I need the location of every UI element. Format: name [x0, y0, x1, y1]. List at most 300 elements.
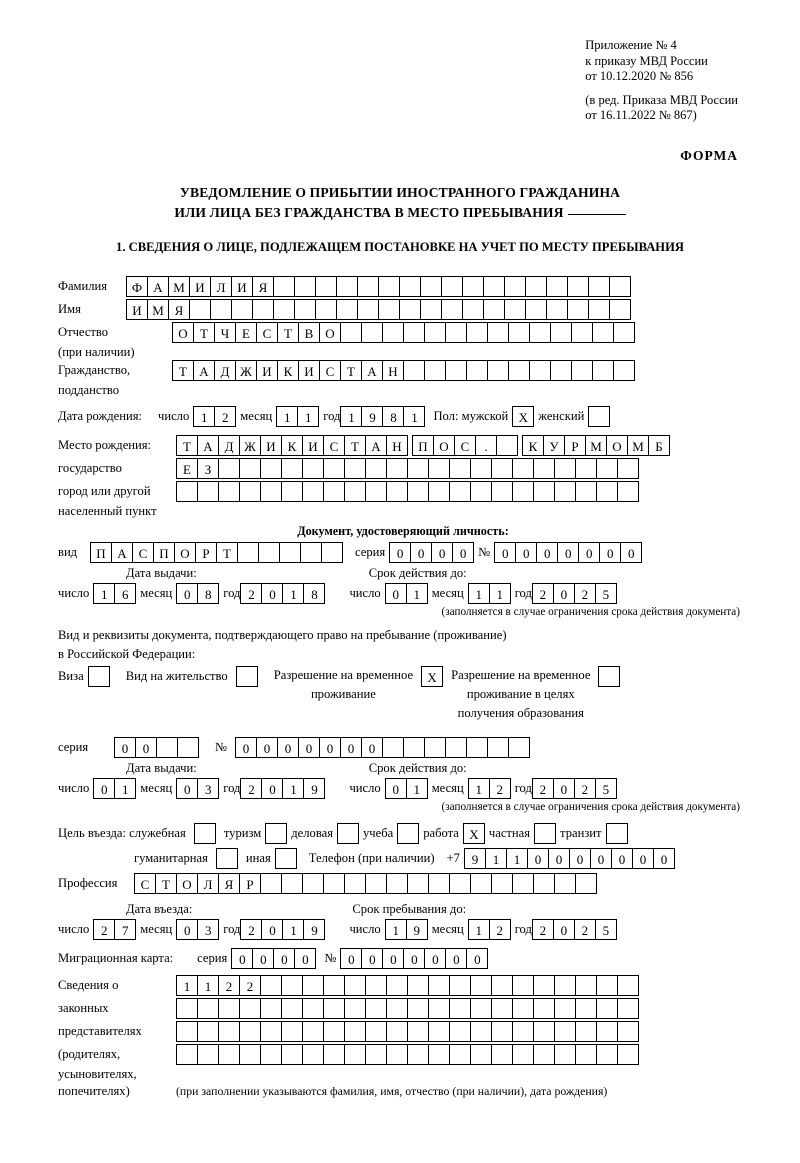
char-cell[interactable]	[218, 481, 240, 502]
char-cell[interactable]: 1	[403, 406, 425, 427]
char-cell[interactable]	[428, 998, 450, 1019]
char-cell[interactable]: 1	[406, 778, 428, 799]
char-cell[interactable]	[177, 737, 199, 758]
char-cell[interactable]	[260, 1021, 282, 1042]
residence-permit-checkbox[interactable]	[236, 666, 258, 687]
char-cell[interactable]: Т	[216, 542, 238, 563]
char-cell[interactable]	[428, 481, 450, 502]
char-cell[interactable]	[441, 299, 463, 320]
char-cell[interactable]: Т	[340, 360, 362, 381]
char-cell[interactable]	[534, 823, 556, 844]
permit-valid-month-input[interactable]	[468, 778, 511, 799]
char-cell[interactable]	[428, 1044, 450, 1065]
char-cell[interactable]	[323, 873, 345, 894]
stay-month-input[interactable]	[468, 919, 511, 940]
char-cell[interactable]	[449, 458, 471, 479]
char-cell[interactable]: 0	[557, 542, 579, 563]
char-cell[interactable]	[533, 873, 555, 894]
char-cell[interactable]: 5	[595, 919, 617, 940]
char-cell[interactable]: Е	[176, 458, 198, 479]
char-cell[interactable]: 1	[468, 778, 490, 799]
char-cell[interactable]	[239, 1044, 261, 1065]
char-cell[interactable]	[445, 360, 467, 381]
char-cell[interactable]: X	[463, 823, 485, 844]
char-cell[interactable]	[407, 975, 429, 996]
char-cell[interactable]	[546, 299, 568, 320]
char-cell[interactable]: 8	[382, 406, 404, 427]
stay-day-input[interactable]	[385, 919, 428, 940]
char-cell[interactable]: 0	[403, 948, 425, 969]
char-cell[interactable]: 5	[595, 583, 617, 604]
char-cell[interactable]: 0	[135, 737, 157, 758]
char-cell[interactable]	[218, 1021, 240, 1042]
purpose-private-checkbox[interactable]	[534, 823, 556, 844]
char-cell[interactable]	[424, 737, 446, 758]
char-cell[interactable]: 8	[197, 583, 219, 604]
permit-number-input[interactable]	[235, 737, 530, 758]
char-cell[interactable]: Л	[197, 873, 219, 894]
char-cell[interactable]	[218, 1044, 240, 1065]
char-cell[interactable]	[588, 276, 610, 297]
char-cell[interactable]	[302, 481, 324, 502]
purpose-tourism-checkbox[interactable]	[265, 823, 287, 844]
char-cell[interactable]	[302, 873, 324, 894]
char-cell[interactable]: С	[323, 435, 345, 456]
char-cell[interactable]: 1	[93, 583, 115, 604]
char-cell[interactable]	[281, 975, 303, 996]
char-cell[interactable]	[281, 1021, 303, 1042]
char-cell[interactable]: О	[319, 322, 341, 343]
char-cell[interactable]	[512, 481, 534, 502]
char-cell[interactable]: М	[585, 435, 607, 456]
char-cell[interactable]	[176, 998, 198, 1019]
char-cell[interactable]: 0	[252, 948, 274, 969]
char-cell[interactable]: 0	[620, 542, 642, 563]
birthplace-country-input[interactable]	[176, 435, 408, 456]
char-cell[interactable]: 0	[653, 848, 675, 869]
char-cell[interactable]	[344, 975, 366, 996]
char-cell[interactable]	[613, 322, 635, 343]
char-cell[interactable]: А	[111, 542, 133, 563]
char-cell[interactable]: 0	[361, 737, 383, 758]
char-cell[interactable]: 3	[197, 778, 219, 799]
char-cell[interactable]	[575, 481, 597, 502]
char-cell[interactable]: 0	[590, 848, 612, 869]
char-cell[interactable]: 1	[489, 583, 511, 604]
char-cell[interactable]	[176, 1044, 198, 1065]
char-cell[interactable]: Р	[195, 542, 217, 563]
visa-checkbox[interactable]	[88, 666, 110, 687]
char-cell[interactable]: П	[90, 542, 112, 563]
char-cell[interactable]	[258, 542, 280, 563]
char-cell[interactable]	[323, 481, 345, 502]
char-cell[interactable]	[508, 737, 530, 758]
char-cell[interactable]	[302, 458, 324, 479]
char-cell[interactable]	[554, 975, 576, 996]
char-cell[interactable]: С	[256, 322, 278, 343]
char-cell[interactable]: 8	[303, 583, 325, 604]
char-cell[interactable]	[399, 299, 421, 320]
char-cell[interactable]: Е	[235, 322, 257, 343]
char-cell[interactable]	[466, 737, 488, 758]
char-cell[interactable]: 9	[303, 778, 325, 799]
char-cell[interactable]: С	[134, 873, 156, 894]
permit-valid-year-input[interactable]	[532, 778, 617, 799]
char-cell[interactable]	[571, 322, 593, 343]
migration-series-input[interactable]	[231, 948, 316, 969]
char-cell[interactable]	[197, 1021, 219, 1042]
char-cell[interactable]	[496, 435, 518, 456]
char-cell[interactable]: 9	[406, 919, 428, 940]
char-cell[interactable]: 3	[197, 919, 219, 940]
char-cell[interactable]: А	[147, 276, 169, 297]
char-cell[interactable]: 0	[277, 737, 299, 758]
char-cell[interactable]	[598, 666, 620, 687]
char-cell[interactable]	[336, 276, 358, 297]
char-cell[interactable]	[504, 299, 526, 320]
char-cell[interactable]	[231, 299, 253, 320]
char-cell[interactable]	[210, 299, 232, 320]
char-cell[interactable]: Т	[176, 435, 198, 456]
stay-year-input[interactable]	[532, 919, 617, 940]
char-cell[interactable]: 2	[214, 406, 236, 427]
char-cell[interactable]	[533, 1044, 555, 1065]
char-cell[interactable]: 0	[319, 737, 341, 758]
char-cell[interactable]: С	[319, 360, 341, 381]
char-cell[interactable]	[302, 975, 324, 996]
char-cell[interactable]	[462, 276, 484, 297]
char-cell[interactable]	[294, 276, 316, 297]
char-cell[interactable]: 2	[489, 778, 511, 799]
char-cell[interactable]	[344, 998, 366, 1019]
entry-year-input[interactable]	[240, 919, 325, 940]
profession-input[interactable]	[134, 873, 597, 894]
char-cell[interactable]: X	[421, 666, 443, 687]
char-cell[interactable]	[407, 481, 429, 502]
char-cell[interactable]	[596, 998, 618, 1019]
char-cell[interactable]: 7	[114, 919, 136, 940]
char-cell[interactable]	[239, 998, 261, 1019]
entry-month-input[interactable]	[176, 919, 219, 940]
char-cell[interactable]: 1	[282, 919, 304, 940]
char-cell[interactable]: X	[512, 406, 534, 427]
char-cell[interactable]: 0	[385, 583, 407, 604]
char-cell[interactable]	[596, 975, 618, 996]
char-cell[interactable]	[470, 1044, 492, 1065]
char-cell[interactable]	[617, 998, 639, 1019]
char-cell[interactable]	[407, 1021, 429, 1042]
char-cell[interactable]: Р	[564, 435, 586, 456]
char-cell[interactable]: Т	[344, 435, 366, 456]
char-cell[interactable]	[487, 360, 509, 381]
char-cell[interactable]	[575, 458, 597, 479]
char-cell[interactable]: Я	[168, 299, 190, 320]
sex-male-checkbox[interactable]	[512, 406, 534, 427]
char-cell[interactable]: 1	[282, 583, 304, 604]
char-cell[interactable]	[525, 299, 547, 320]
char-cell[interactable]: 0	[176, 778, 198, 799]
char-cell[interactable]	[554, 458, 576, 479]
char-cell[interactable]	[365, 1044, 387, 1065]
char-cell[interactable]	[260, 873, 282, 894]
char-cell[interactable]	[449, 481, 471, 502]
char-cell[interactable]	[260, 998, 282, 1019]
char-cell[interactable]	[315, 276, 337, 297]
char-cell[interactable]: 0	[261, 919, 283, 940]
char-cell[interactable]	[533, 998, 555, 1019]
char-cell[interactable]	[575, 1044, 597, 1065]
char-cell[interactable]: 0	[527, 848, 549, 869]
char-cell[interactable]: 0	[536, 542, 558, 563]
char-cell[interactable]	[321, 542, 343, 563]
char-cell[interactable]: 2	[240, 919, 262, 940]
birthplace-settlement-input[interactable]	[522, 435, 670, 456]
char-cell[interactable]: 0	[632, 848, 654, 869]
char-cell[interactable]	[617, 975, 639, 996]
char-cell[interactable]: 1	[468, 583, 490, 604]
char-cell[interactable]: 2	[574, 919, 596, 940]
char-cell[interactable]: М	[147, 299, 169, 320]
char-cell[interactable]: 0	[298, 737, 320, 758]
char-cell[interactable]	[403, 737, 425, 758]
char-cell[interactable]: 1	[176, 975, 198, 996]
char-cell[interactable]	[512, 998, 534, 1019]
char-cell[interactable]	[176, 481, 198, 502]
char-cell[interactable]: 1	[276, 406, 298, 427]
char-cell[interactable]: 2	[240, 778, 262, 799]
char-cell[interactable]	[617, 1021, 639, 1042]
char-cell[interactable]	[462, 299, 484, 320]
char-cell[interactable]	[252, 299, 274, 320]
char-cell[interactable]	[344, 458, 366, 479]
char-cell[interactable]	[156, 737, 178, 758]
char-cell[interactable]: 6	[114, 583, 136, 604]
char-cell[interactable]	[239, 481, 261, 502]
char-cell[interactable]	[491, 481, 513, 502]
char-cell[interactable]	[428, 975, 450, 996]
char-cell[interactable]: 0	[385, 778, 407, 799]
char-cell[interactable]: 0	[235, 737, 257, 758]
char-cell[interactable]: 0	[611, 848, 633, 869]
char-cell[interactable]	[386, 481, 408, 502]
char-cell[interactable]	[470, 458, 492, 479]
permit-valid-day-input[interactable]	[385, 778, 428, 799]
doc-valid-year-input[interactable]	[532, 583, 617, 604]
char-cell[interactable]	[403, 322, 425, 343]
char-cell[interactable]	[609, 299, 631, 320]
char-cell[interactable]	[302, 1021, 324, 1042]
char-cell[interactable]	[533, 458, 555, 479]
char-cell[interactable]	[420, 299, 442, 320]
char-cell[interactable]	[617, 458, 639, 479]
char-cell[interactable]: 1	[193, 406, 215, 427]
char-cell[interactable]	[315, 299, 337, 320]
edu-residence-checkbox[interactable]	[598, 666, 620, 687]
char-cell[interactable]	[596, 1021, 618, 1042]
char-cell[interactable]	[237, 542, 259, 563]
citizenship-input[interactable]	[172, 360, 635, 381]
doc-valid-month-input[interactable]	[468, 583, 511, 604]
char-cell[interactable]: А	[365, 435, 387, 456]
char-cell[interactable]	[567, 299, 589, 320]
char-cell[interactable]: О	[433, 435, 455, 456]
legal-rep-input-1[interactable]	[176, 975, 639, 996]
char-cell[interactable]: 0	[340, 737, 362, 758]
char-cell[interactable]	[344, 481, 366, 502]
surname-input[interactable]	[126, 276, 631, 297]
char-cell[interactable]	[365, 458, 387, 479]
char-cell[interactable]: 0	[410, 542, 432, 563]
char-cell[interactable]: 0	[569, 848, 591, 869]
char-cell[interactable]	[197, 998, 219, 1019]
char-cell[interactable]	[592, 322, 614, 343]
char-cell[interactable]	[512, 1044, 534, 1065]
char-cell[interactable]: 0	[294, 948, 316, 969]
char-cell[interactable]	[300, 542, 322, 563]
char-cell[interactable]: 2	[93, 919, 115, 940]
char-cell[interactable]	[575, 873, 597, 894]
char-cell[interactable]	[294, 299, 316, 320]
char-cell[interactable]: 0	[261, 583, 283, 604]
char-cell[interactable]: 0	[424, 948, 446, 969]
char-cell[interactable]	[260, 1044, 282, 1065]
char-cell[interactable]: 2	[240, 583, 262, 604]
name-input[interactable]	[126, 299, 631, 320]
char-cell[interactable]	[239, 458, 261, 479]
char-cell[interactable]: П	[412, 435, 434, 456]
char-cell[interactable]: 0	[466, 948, 488, 969]
char-cell[interactable]	[323, 458, 345, 479]
char-cell[interactable]	[365, 1021, 387, 1042]
char-cell[interactable]	[197, 481, 219, 502]
char-cell[interactable]: И	[260, 435, 282, 456]
char-cell[interactable]	[260, 481, 282, 502]
doc-issue-year-input[interactable]	[240, 583, 325, 604]
char-cell[interactable]	[281, 873, 303, 894]
char-cell[interactable]	[483, 276, 505, 297]
char-cell[interactable]	[344, 873, 366, 894]
char-cell[interactable]	[357, 299, 379, 320]
char-cell[interactable]: Ж	[235, 360, 257, 381]
char-cell[interactable]	[588, 299, 610, 320]
char-cell[interactable]: 9	[361, 406, 383, 427]
char-cell[interactable]	[512, 873, 534, 894]
permit-series-input[interactable]	[114, 737, 199, 758]
char-cell[interactable]	[428, 1021, 450, 1042]
char-cell[interactable]: А	[361, 360, 383, 381]
char-cell[interactable]	[386, 975, 408, 996]
char-cell[interactable]: 0	[273, 948, 295, 969]
migration-number-input[interactable]	[340, 948, 488, 969]
char-cell[interactable]	[336, 299, 358, 320]
char-cell[interactable]: И	[189, 276, 211, 297]
doc-issue-month-input[interactable]	[176, 583, 219, 604]
char-cell[interactable]	[403, 360, 425, 381]
char-cell[interactable]: 0	[578, 542, 600, 563]
char-cell[interactable]	[470, 1021, 492, 1042]
birthplace-empty-input[interactable]	[176, 481, 639, 502]
char-cell[interactable]: К	[277, 360, 299, 381]
char-cell[interactable]	[449, 873, 471, 894]
char-cell[interactable]: 0	[452, 542, 474, 563]
char-cell[interactable]: 0	[256, 737, 278, 758]
doc-number-input[interactable]	[494, 542, 642, 563]
char-cell[interactable]: Т	[155, 873, 177, 894]
char-cell[interactable]	[365, 873, 387, 894]
char-cell[interactable]: М	[168, 276, 190, 297]
char-cell[interactable]: 1	[406, 583, 428, 604]
char-cell[interactable]: Т	[193, 322, 215, 343]
char-cell[interactable]: 1	[485, 848, 507, 869]
char-cell[interactable]: 1	[197, 975, 219, 996]
char-cell[interactable]: В	[298, 322, 320, 343]
char-cell[interactable]	[533, 1021, 555, 1042]
char-cell[interactable]	[382, 737, 404, 758]
char-cell[interactable]: О	[174, 542, 196, 563]
char-cell[interactable]: 0	[548, 848, 570, 869]
char-cell[interactable]	[239, 1021, 261, 1042]
char-cell[interactable]	[550, 322, 572, 343]
char-cell[interactable]	[512, 975, 534, 996]
char-cell[interactable]	[378, 299, 400, 320]
char-cell[interactable]: Л	[210, 276, 232, 297]
char-cell[interactable]	[487, 322, 509, 343]
char-cell[interactable]	[470, 998, 492, 1019]
char-cell[interactable]	[176, 1021, 198, 1042]
char-cell[interactable]	[596, 481, 618, 502]
char-cell[interactable]	[194, 823, 216, 844]
char-cell[interactable]	[399, 276, 421, 297]
char-cell[interactable]	[550, 360, 572, 381]
char-cell[interactable]	[337, 823, 359, 844]
char-cell[interactable]	[609, 276, 631, 297]
purpose-humanitarian-checkbox[interactable]	[216, 848, 238, 869]
char-cell[interactable]	[397, 823, 419, 844]
char-cell[interactable]	[407, 873, 429, 894]
char-cell[interactable]	[365, 481, 387, 502]
char-cell[interactable]	[323, 1021, 345, 1042]
birth-month-input[interactable]	[276, 406, 319, 427]
char-cell[interactable]: И	[256, 360, 278, 381]
char-cell[interactable]	[483, 299, 505, 320]
char-cell[interactable]	[449, 1044, 471, 1065]
char-cell[interactable]: 1	[385, 919, 407, 940]
char-cell[interactable]	[554, 1044, 576, 1065]
char-cell[interactable]: Ч	[214, 322, 236, 343]
char-cell[interactable]: С	[454, 435, 476, 456]
char-cell[interactable]	[567, 276, 589, 297]
purpose-study-checkbox[interactable]	[397, 823, 419, 844]
char-cell[interactable]	[596, 458, 618, 479]
char-cell[interactable]	[197, 1044, 219, 1065]
doc-issue-day-input[interactable]	[93, 583, 136, 604]
char-cell[interactable]	[218, 998, 240, 1019]
char-cell[interactable]: 1	[282, 778, 304, 799]
legal-rep-input-2[interactable]	[176, 998, 639, 1019]
char-cell[interactable]: 1	[297, 406, 319, 427]
char-cell[interactable]: 0	[389, 542, 411, 563]
char-cell[interactable]: 2	[574, 583, 596, 604]
char-cell[interactable]	[386, 873, 408, 894]
char-cell[interactable]	[546, 276, 568, 297]
char-cell[interactable]	[613, 360, 635, 381]
char-cell[interactable]: 9	[303, 919, 325, 940]
char-cell[interactable]	[88, 666, 110, 687]
char-cell[interactable]: 0	[261, 778, 283, 799]
char-cell[interactable]	[571, 360, 593, 381]
char-cell[interactable]: Ж	[239, 435, 261, 456]
char-cell[interactable]	[449, 998, 471, 1019]
